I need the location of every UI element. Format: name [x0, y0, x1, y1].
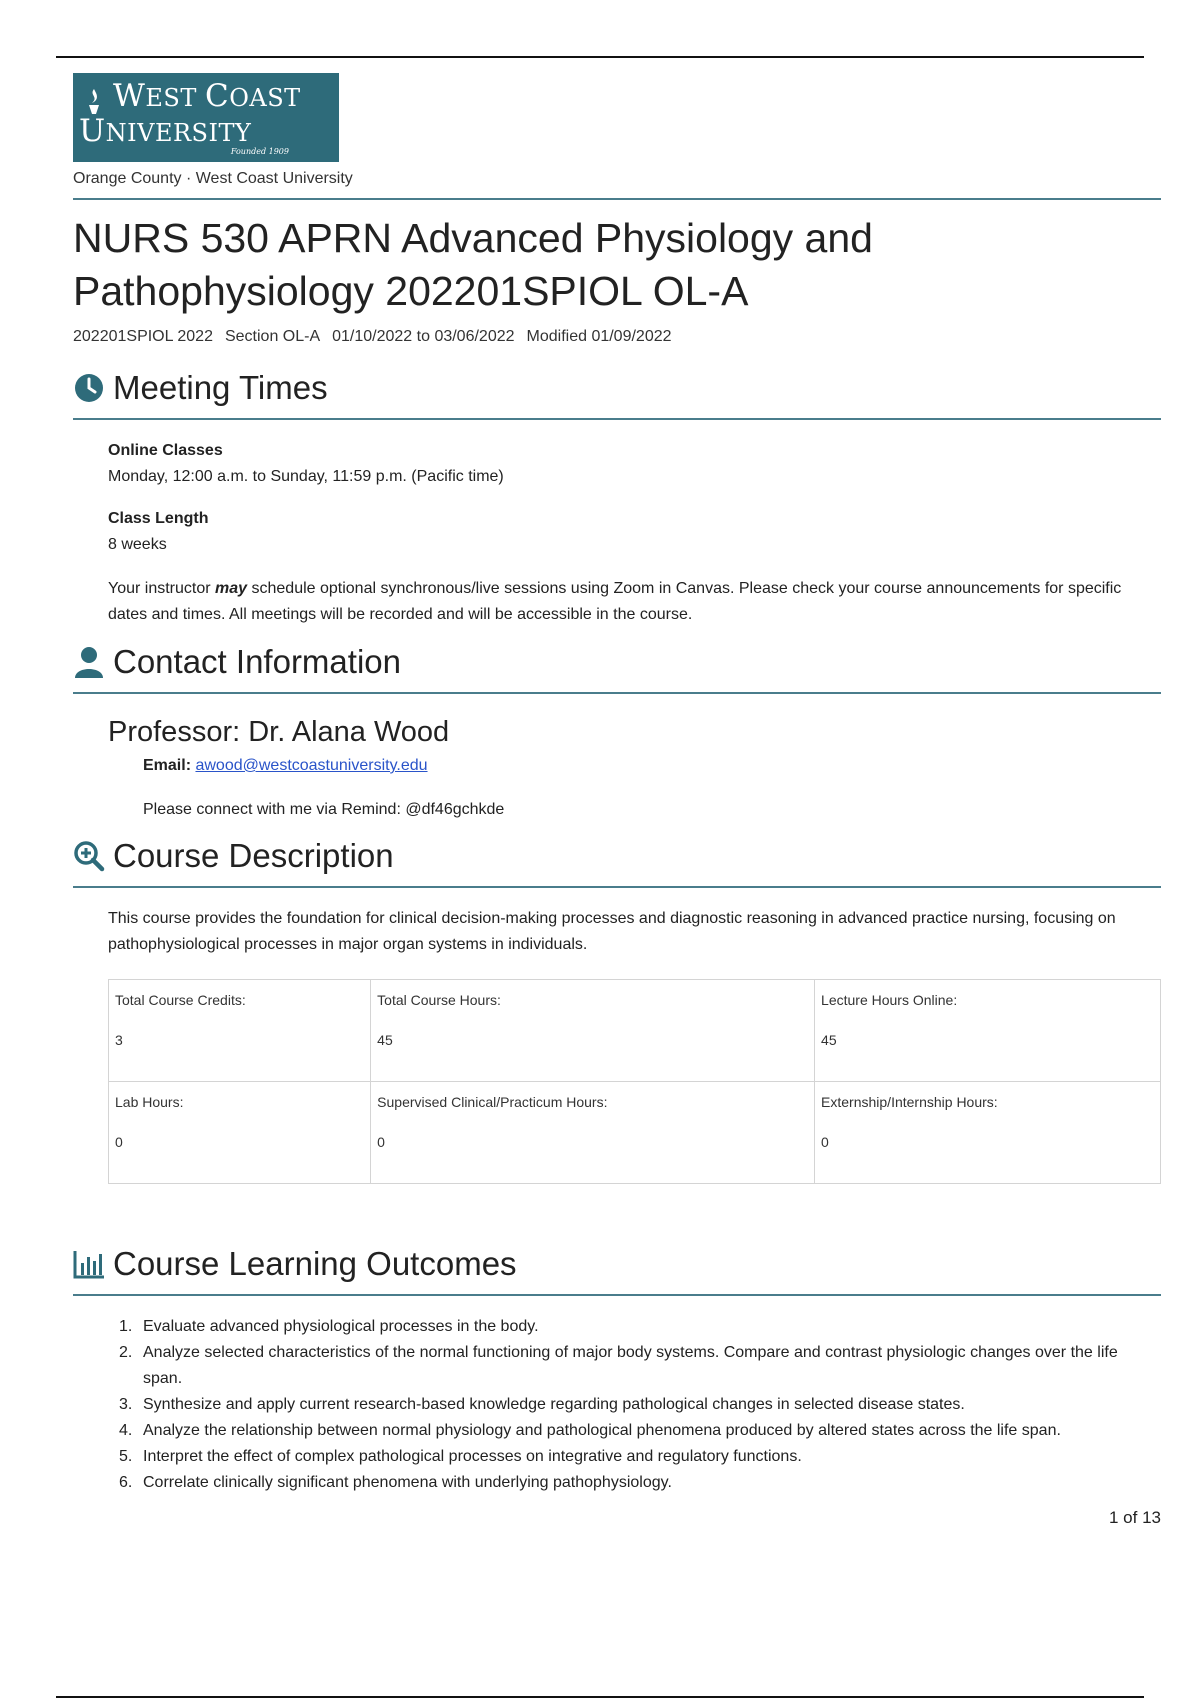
university-logo	[73, 73, 339, 162]
top-rule	[56, 56, 1144, 58]
online-classes-label: Online Classes	[108, 442, 223, 459]
table-row	[109, 980, 1161, 1082]
remind-line: Please connect with me via Remind: @df46gchkde	[143, 801, 505, 818]
logo-line-1: WEST COAST	[113, 78, 301, 114]
table-cell: Total Course Hours: 45	[371, 980, 815, 1082]
meeting-times-body	[73, 438, 1161, 628]
table-row	[109, 1082, 1161, 1184]
outcomes-header	[73, 1244, 1161, 1284]
list-item: Analyze the relationship between normal physiology and pathological phenomena produced by altered states across the life span.	[143, 1422, 1061, 1439]
torch-icon	[83, 87, 105, 115]
outcomes-heading: Course Learning Outcomes	[113, 1245, 517, 1282]
meta-section: Section OL-A	[224, 328, 321, 345]
description-header	[73, 836, 1161, 876]
page-title: NURS 530 APRN Advanced Physiology and Pathophysiology 202201SPIOL OL-A	[73, 215, 873, 314]
list-item: Correlate clinically significant phenomena with underlying pathophysiology.	[143, 1474, 672, 1491]
logo-line-2: UNIVERSITY	[79, 113, 252, 149]
outcomes-list	[73, 1314, 1161, 1496]
course-meta	[73, 326, 1161, 348]
syllabus-page	[73, 73, 1161, 1528]
description-text: This course provides the foundation for clinical decision-making processes and diagnostic reasoning in advanced practice nursing, focusing on pathophysiological processes in major organ systems in individuals.	[108, 910, 1116, 953]
meta-modified: Modified 01/09/2022	[526, 328, 672, 345]
table-cell: Total Course Credits: 3	[109, 980, 371, 1082]
divider	[73, 886, 1161, 888]
clock-icon	[73, 372, 105, 404]
divider	[73, 1294, 1161, 1296]
list-item: Synthesize and apply current research-based knowledge regarding pathological changes in selected disease states.	[143, 1396, 965, 1413]
meta-term: 202201SPIOL 2022	[73, 328, 213, 345]
description-heading: Course Description	[113, 837, 394, 874]
list-item: Evaluate advanced physiological processes in the body.	[143, 1318, 539, 1335]
email-link[interactable]: awood@westcoastuniversity.edu	[195, 757, 428, 774]
user-icon	[73, 646, 105, 678]
list-item: Analyze selected characteristics of the normal functioning of major body systems. Compare and contrast physiologic changes over the life span.	[143, 1344, 1118, 1387]
class-length-label: Class Length	[108, 510, 209, 527]
contact-heading: Contact Information	[113, 643, 401, 680]
bottom-rule	[56, 1696, 1144, 1698]
email-line	[73, 754, 1161, 778]
table-cell: Lecture Hours Online: 45	[815, 980, 1161, 1082]
breadcrumb: Orange County · West Coast University	[73, 170, 353, 187]
table-cell: Supervised Clinical/Practicum Hours: 0	[371, 1082, 815, 1184]
online-classes-value: Monday, 12:00 a.m. to Sunday, 11:59 p.m. (Pacific time)	[108, 468, 504, 485]
list-item: Interpret the effect of complex pathological processes on integrative and regulatory functions.	[143, 1448, 802, 1465]
table-cell: Lab Hours: 0	[109, 1082, 371, 1184]
page-number: 1 of 13	[1109, 1508, 1161, 1527]
divider	[73, 198, 1161, 200]
divider	[73, 418, 1161, 420]
meeting-note: Your instructor may schedule optional synchronous/live sessions using Zoom in Canvas. Please check your course announcements for specific dates and times. All meetings will be recorded and will be accessible in the course.	[108, 580, 1122, 623]
description-body	[73, 906, 1161, 958]
credits-table	[108, 979, 1161, 1184]
class-length-value: 8 weeks	[108, 536, 167, 553]
search-plus-icon	[73, 840, 105, 872]
meta-dates: 01/10/2022 to 03/06/2022	[332, 328, 515, 345]
professor-name: Professor: Dr. Alana Wood	[108, 716, 450, 748]
contact-header	[73, 642, 1161, 682]
meeting-times-heading: Meeting Times	[113, 369, 328, 406]
logo-founded: Founded 1909	[230, 147, 289, 156]
table-cell: Externship/Internship Hours: 0	[815, 1082, 1161, 1184]
email-label: Email:	[143, 757, 192, 774]
divider	[73, 692, 1161, 694]
meeting-times-header	[73, 368, 1161, 408]
professor-block	[73, 714, 1161, 750]
bar-chart-icon	[73, 1248, 105, 1280]
